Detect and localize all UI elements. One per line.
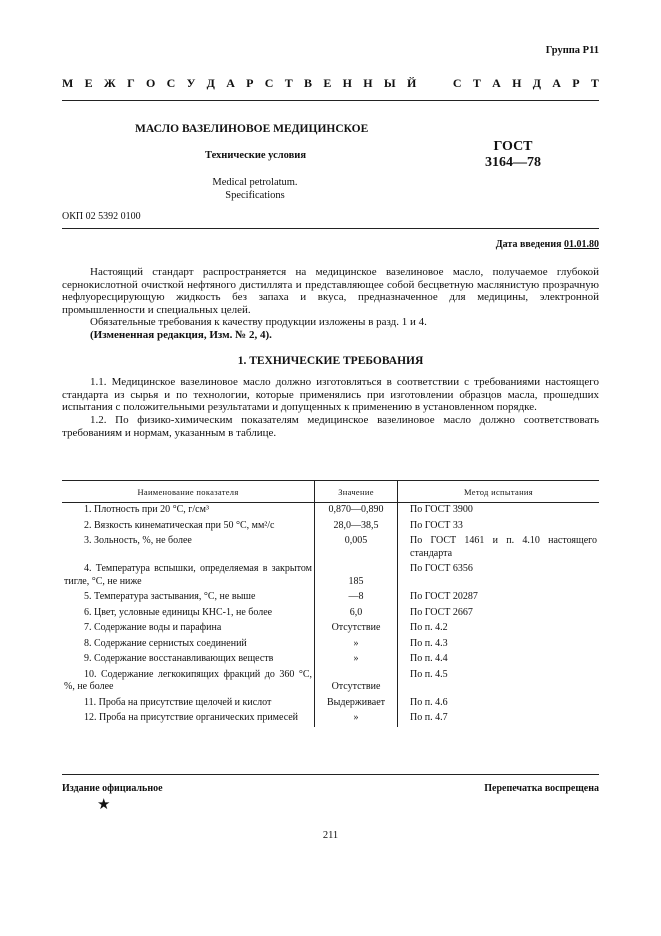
- gost-code: 3164—78: [485, 155, 541, 170]
- banner-letter: В: [304, 76, 313, 90]
- banner-letter: Ж: [103, 76, 116, 90]
- table-row: [62, 503, 599, 519]
- amendment-note: (Измененная редакция, Изм. № 2, 4).: [90, 328, 272, 341]
- method-cell: По ГОСТ 33: [410, 519, 463, 531]
- banner-letter: М: [62, 76, 74, 90]
- banner-letter: Т: [590, 76, 599, 90]
- table-row: [62, 606, 599, 622]
- header-value: Значение: [315, 481, 398, 503]
- table-row: [62, 590, 599, 606]
- value-cell: 185: [315, 562, 398, 590]
- method-cell: По ГОСТ 6356: [410, 563, 473, 574]
- banner-letter: Ы: [383, 76, 396, 90]
- indicator-cell: 12. Проба на присутствие органических примесей: [84, 712, 299, 723]
- indicator-cell: 10. Содержание легкокипящих фракций до 360 °С, %, не более: [64, 668, 312, 692]
- method-cell: По п. 4.4: [410, 653, 448, 664]
- header-indicator: Наименование показателя: [62, 481, 315, 503]
- banner-letter: Д: [206, 76, 215, 90]
- indicator-cell: 5. Температура застывания, °С, не выше: [84, 591, 256, 602]
- date-value: 01.01.80: [564, 239, 599, 250]
- page-number: 211: [322, 830, 339, 841]
- indicator-cell: 9. Содержание восстанавливающих веществ: [84, 653, 274, 664]
- table-row: [62, 562, 599, 590]
- header-divider: [62, 100, 599, 101]
- table-row: [62, 711, 599, 727]
- method-cell: По п. 4.3: [410, 637, 448, 649]
- official-edition: Издание официальное: [62, 783, 163, 794]
- indicator-cell: 11. Проба на присутствие щелочей и кислот: [84, 696, 272, 708]
- method-cell: По п. 4.6: [410, 696, 448, 708]
- value-cell: —8: [315, 590, 398, 606]
- value-cell: »: [315, 652, 398, 668]
- banner-letter: С: [166, 76, 176, 90]
- indicator-cell: 1. Плотность при 20 °С, г/см³: [84, 504, 209, 515]
- table-row: [62, 668, 599, 696]
- gost-number: [485, 139, 541, 171]
- group-code: Группа Р11: [545, 45, 599, 56]
- value-cell: »: [315, 711, 398, 727]
- method-cell: По ГОСТ 1461 и п. 4.10 настоящего стандарта: [410, 535, 597, 559]
- section-heading: 1. ТЕХНИЧЕСКИЕ ТРЕБОВАНИЯ: [237, 354, 424, 367]
- method-cell: По ГОСТ 2667: [410, 606, 473, 618]
- method-cell: По ГОСТ 20287: [410, 591, 478, 602]
- value-cell: Отсутствие: [315, 668, 398, 696]
- banner-letter: Р: [572, 76, 580, 90]
- method-cell: По п. 4.2: [410, 622, 448, 633]
- method-cell: По п. 4.5: [410, 668, 448, 680]
- value-cell: 0,870—0,890: [315, 503, 398, 519]
- reprint-notice: Перепечатка воспрещена: [484, 783, 599, 794]
- banner-letter: Н: [512, 76, 522, 90]
- document-subtitle: Технические условия: [205, 150, 307, 161]
- clause-1-1: 1.1. Медицинское вазелиновое масло должно изготовляться в соответствии с требованиями настоящего стандарта из сырья и по технологии, которые применялись при изготовлении образцов масла, прошедших испытания с положительными результатами и допущенных к применению в установленном порядке.: [62, 376, 599, 414]
- footer-divider: [62, 774, 599, 775]
- gost-label: ГОСТ: [493, 139, 533, 154]
- method-cell: По п. 4.7: [410, 712, 448, 723]
- clause-1-2: 1.2. По физико-химическим показателям медицинское вазелиновое масло должно соответствовать требованиям и нормам, указанным в таблице.: [62, 413, 599, 439]
- header-method: Метод испытания: [398, 481, 600, 503]
- banner-letter: Е: [323, 76, 332, 90]
- value-cell: »: [315, 637, 398, 653]
- standard-banner: [62, 76, 599, 91]
- value-cell: 28,0—38,5: [315, 519, 398, 535]
- banner-letter: Й: [406, 76, 417, 90]
- method-cell: По ГОСТ 3900: [410, 504, 473, 515]
- banner-letter: Н: [363, 76, 373, 90]
- banner-letter: О: [145, 76, 156, 90]
- document-title: МАСЛО ВАЗЕЛИНОВОЕ МЕДИЦИНСКОЕ: [135, 123, 369, 135]
- indicator-cell: 8. Содержание сернистых соединений: [84, 637, 247, 649]
- english-title-line: Medical petrolatum.: [212, 177, 298, 188]
- english-title: [200, 176, 310, 202]
- indicator-cell: 2. Вязкость кинематическая при 50 °С, мм²/с: [84, 519, 275, 531]
- banner-letter: Е: [84, 76, 93, 90]
- banner-letter: С: [452, 76, 462, 90]
- banner-letter: А: [552, 76, 561, 90]
- banner-letter: С: [264, 76, 274, 90]
- table-row: [62, 637, 599, 653]
- document-body: [62, 266, 599, 439]
- indicator-cell: 6. Цвет, условные единицы КНС-1, не более: [84, 606, 273, 618]
- effective-date: [496, 239, 599, 250]
- mandatory-paragraph: Обязательные требования к качеству продукции изложены в разд. 1 и 4.: [90, 316, 427, 329]
- date-label: Дата введения: [495, 239, 564, 250]
- value-cell: 0,005: [315, 534, 398, 562]
- okp-code: ОКП 02 5392 0100: [62, 211, 141, 222]
- banner-letter: Г: [127, 76, 135, 90]
- english-title-line: Specifications: [225, 190, 285, 201]
- okp-divider: [62, 228, 599, 229]
- table-row: [62, 652, 599, 668]
- banner-letter: А: [492, 76, 501, 90]
- banner-letter: Д: [532, 76, 541, 90]
- indicator-cell: 3. Зольность, %, не более: [84, 535, 192, 546]
- requirements-table: [62, 480, 599, 727]
- table-row: [62, 534, 599, 562]
- table-row: [62, 519, 599, 535]
- banner-letter: Т: [284, 76, 293, 90]
- value-cell: Отсутствие: [315, 621, 398, 637]
- intro-paragraph: Настоящий стандарт распространяется на медицинское вазелиновое масло, получаемое глубокой сернокислотной очисткой нефтяного дистиллята и представляющее собой бесцветную маслянистую прозрачную нефлуоресцирующую жидкость без запаха и вкуса, предназначенное для медицины, электронной промышленности и специальных целей.: [62, 266, 599, 316]
- indicator-cell: 7. Содержание воды и парафина: [84, 622, 222, 633]
- banner-letter: Н: [342, 76, 352, 90]
- star-icon: ★: [97, 797, 111, 813]
- banner-letter: У: [186, 76, 196, 90]
- value-cell: 6,0: [315, 606, 398, 622]
- banner-letter: А: [226, 76, 235, 90]
- banner-letter: Т: [472, 76, 481, 90]
- table-row: [62, 696, 599, 712]
- value-cell: Выдерживает: [315, 696, 398, 712]
- indicator-cell: 4. Температура вспышки, определяемая в закрытом тигле, °С, не ниже: [64, 563, 312, 587]
- banner-letter: Р: [246, 76, 254, 90]
- table-row: [62, 621, 599, 637]
